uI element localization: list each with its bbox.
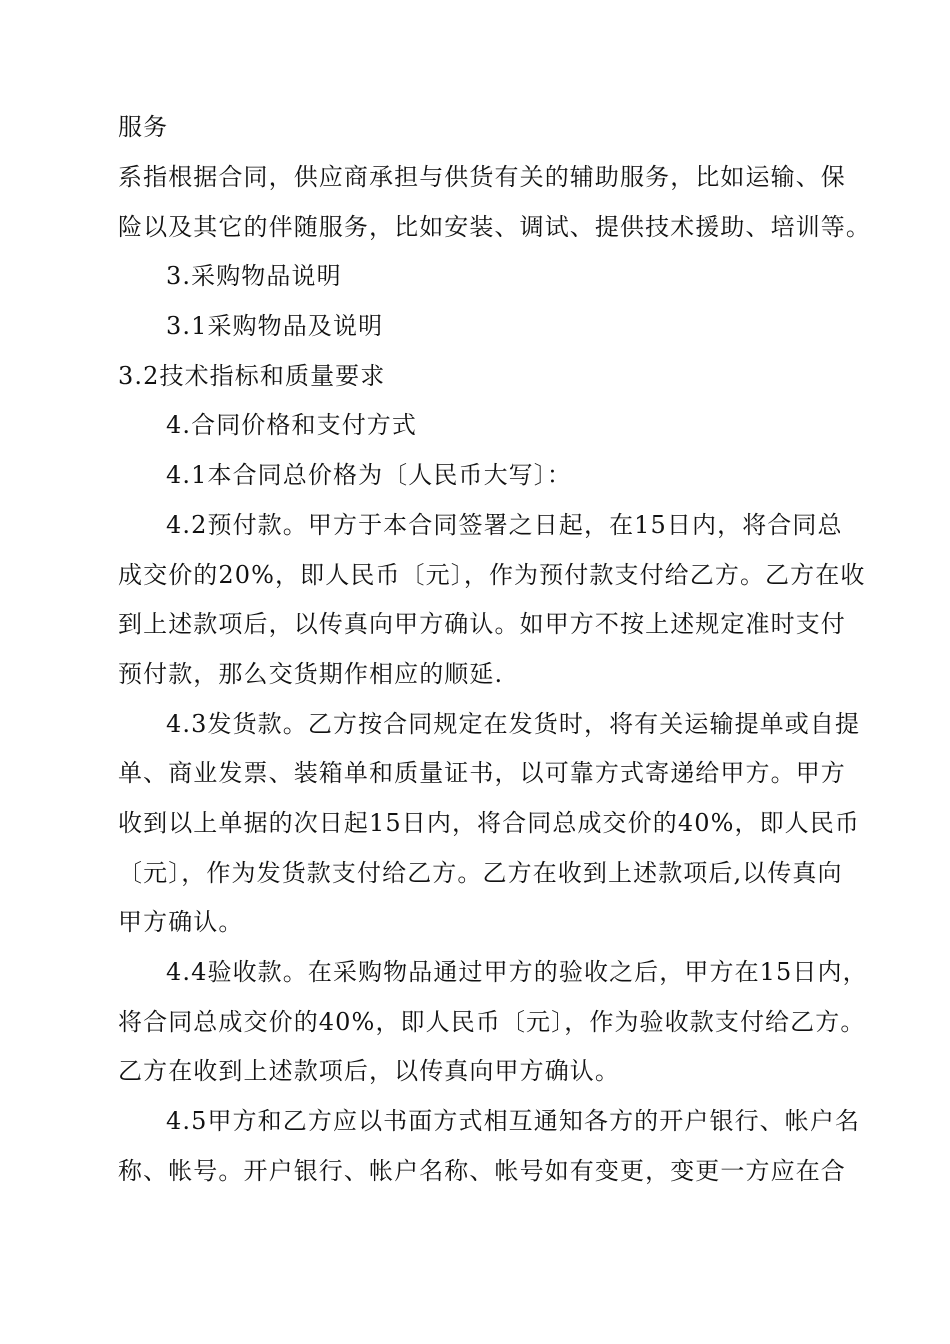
clause-4-4-line-1: 4.4验收款。在采购物品通过甲方的验收之后，甲方在15日内， [166, 958, 868, 986]
clause-4-3-line-1: 4.3发货款。乙方按合同规定在发货时，将有关运输提单或自提 [166, 710, 861, 738]
text-line-02: 系指根据合同，供应商承担与供货有关的辅助服务，比如运输、保 [118, 163, 846, 191]
clause-4-2-line-3: 到上述款项后，以传真向甲方确认。如甲方不按上述规定准时支付 [118, 610, 846, 638]
text-line-03: 险以及其它的伴随服务，比如安装、调试、提供技术援助、培训等。 [118, 213, 871, 241]
clause-4-4-line-3: 乙方在收到上述款项后，以传真向甲方确认。 [118, 1057, 620, 1085]
text-line-01: 服务 [118, 113, 169, 141]
section-heading-3-2: 3.2技术指标和质量要求 [118, 362, 386, 390]
clause-4-5-line-2: 称、帐号。开户银行、帐户名称、帐号如有变更，变更一方应在合 [118, 1157, 846, 1185]
clause-4-3-line-5: 甲方确认。 [118, 908, 244, 936]
section-heading-3: 3.采购物品说明 [166, 262, 342, 290]
section-heading-4: 4.合同价格和支付方式 [166, 411, 417, 439]
clause-4-1: 4.1本合同总价格为〔人民币大写〕： [166, 461, 572, 489]
clause-4-4-line-2: 将合同总成交价的40%，即人民币〔元〕，作为验收款支付给乙方。 [118, 1008, 866, 1036]
section-heading-3-1: 3.1采购物品及说明 [166, 312, 384, 340]
clause-4-3-line-2: 单、商业发票、装箱单和质量证书，以可靠方式寄递给甲方。甲方 [118, 759, 846, 787]
clause-4-5-line-1: 4.5甲方和乙方应以书面方式相互通知各方的开户银行、帐户名 [166, 1107, 861, 1135]
clause-4-2-line-4: 预付款，那么交货期作相应的顺延. [118, 660, 504, 688]
clause-4-3-line-4: 〔元〕，作为发货款支付给乙方。乙方在收到上述款项后,以传真向 [118, 859, 843, 887]
clause-4-3-line-3: 收到以上单据的次日起15日内，将合同总成交价的40%，即人民币 [118, 809, 860, 837]
clause-4-2-line-1: 4.2预付款。甲方于本合同签署之日起，在15日内，将合同总 [166, 511, 843, 539]
clause-4-2-line-2: 成交价的20%，即人民币〔元〕，作为预付款支付给乙方。乙方在收 [118, 561, 866, 589]
